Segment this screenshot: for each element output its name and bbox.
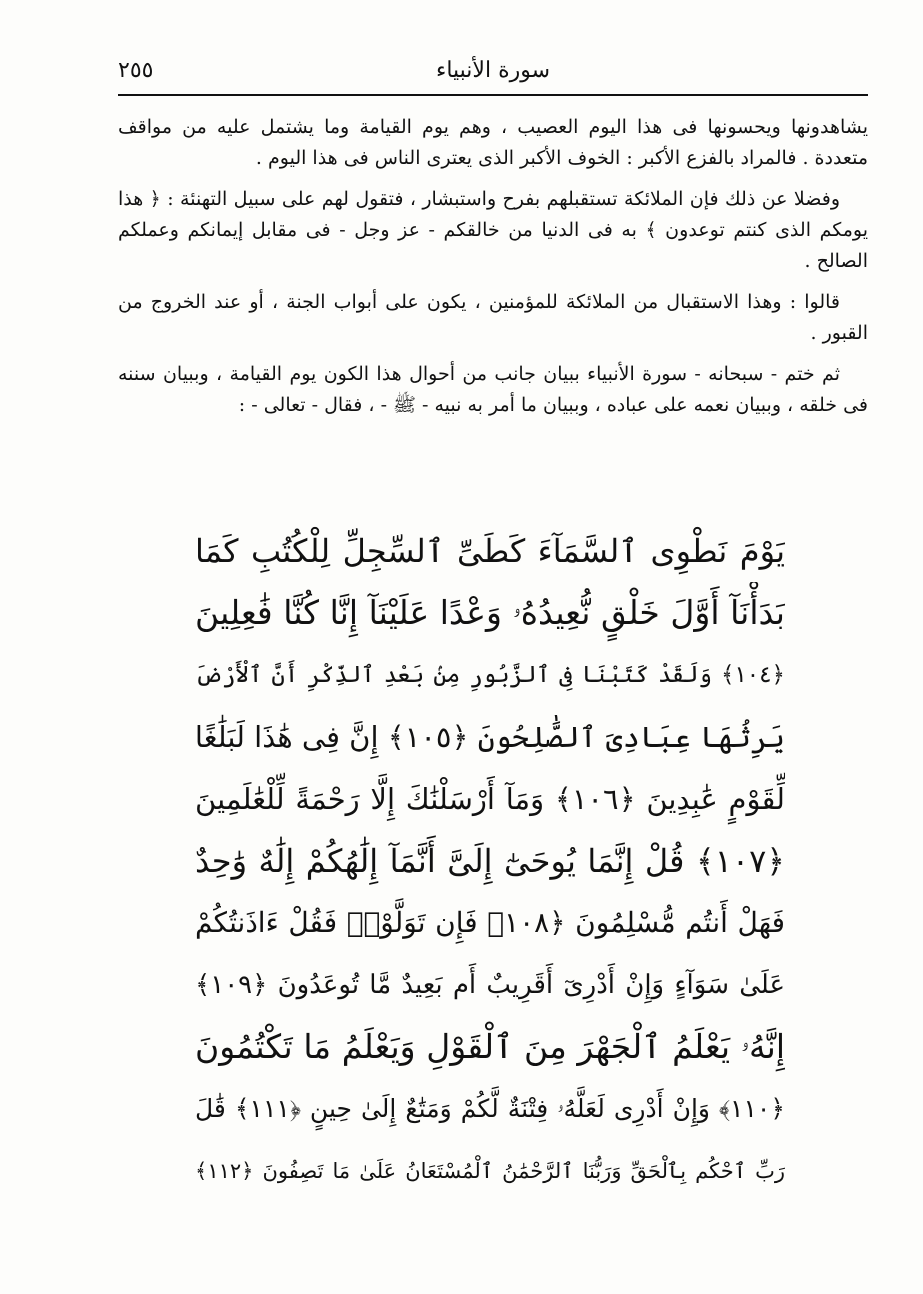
page-header (118, 52, 868, 94)
verse-line: عَلَىٰ سَوَآءٍ وَإِنْ أَدْرِىٓ أَقَرِيبٌ أَم بَعِيدٌ مَّا تُوعَدُونَ ﴿١٠٩﴾ (195, 970, 785, 1000)
commentary-paragraph: يشاهدونها ويحسونها فى هذا اليوم العصيب ، وهم يوم القيامة وما يشتمل عليه من مواقف متعددة . فالمراد بالفزع الأكبر : الخوف الأكبر الذى يعترى الناس فى هذا اليوم . (118, 116, 868, 169)
verse-line: ﴿١١٠﴾ وَإِنْ أَدْرِى لَعَلَّهُۥ فِتْنَةٌ لَّكُمْ وَمَتَٰعٌ إِلَىٰ حِينٍ ﴿١١١﴾ قَٰلَ (195, 1094, 785, 1123)
commentary-paragraph: ثم ختم - سبحانه - سورة الأنبياء ببيان جانب من أحوال هذا الكون يوم القيامة ، وببيان سننه فى خلقه ، وببيان نعمه على عباده ، وببيان ما أمر به نبيه - ﷺ - ، فقال - تعالى - : (118, 363, 868, 416)
quran-verses (195, 520, 785, 1202)
header-rule (118, 94, 868, 96)
commentary-paragraph: قالوا : وهذا الاستقبال من الملائكة للمؤمنين ، يكون على أبواب الجنة ، أو عند الخروج من القبور . (118, 291, 868, 344)
commentary-text (118, 112, 868, 431)
verse-line: إِنَّهُۥ يَعْلَمُ ٱلْجَهْرَ مِنَ ٱلْقَوْلِ وَيَعْلَمُ مَا تَكْتُمُونَ (195, 1027, 785, 1066)
verse-line: بَدَأْنَآ أَوَّلَ خَلْقٍ نُّعِيدُهُۥ وَعْدًا عَلَيْنَآ إِنَّا كُنَّا فَٰعِلِينَ (195, 593, 785, 632)
commentary-paragraph: وفضلا عن ذلك فإن الملائكة تستقبلهم بفرح واستبشار ، فتقول لهم على سبيل التهنئة : ﴿ هذا يومكم الذى كنتم توعدون ﴾ به فى الدنيا من خالقكم - عز وجل - فى مقابل إيمانكم وعملكم الصالح . (118, 188, 868, 272)
verse-line: فَهَلْ أَنتُم مُّسْلِمُونَ ﴿١٠٨﴾ فَإِن تَوَلَّوْا۟ فَقُلْ ءَاذَنتُكُمْ (195, 906, 785, 939)
verse-line: يَوْمَ نَطْوِى ٱلسَّمَآءَ كَطَىِّ ٱلسِّجِلِّ لِلْكُتُبِ كَمَا (195, 532, 785, 570)
page-number: ٢٥٥ (118, 58, 154, 83)
verse-line: ﴿١٠٧﴾ قُلْ إِنَّمَا يُوحَىٰٓ إِلَىَّ أَنَّمَآ إِلَٰهُكُمْ إِلَٰهٌ وَٰحِدٌ (195, 842, 785, 880)
verse-line: لِّقَوْمٍ عَٰبِدِينَ ﴿١٠٦﴾ وَمَآ أَرْسَلْنَٰكَ إِلَّا رَحْمَةً لِّلْعَٰلَمِينَ (195, 782, 785, 816)
verse-line: ﴿١٠٤﴾ وَلَقَدْ كَتَبْنَا فِى ٱلزَّبُورِ مِنۢ بَعْدِ ٱلذِّكْرِ أَنَّ ٱلْأَرْضَ (195, 662, 785, 688)
surah-title: سورة الأنبياء (435, 58, 551, 83)
verse-line: يَرِثُهَا عِبَادِىَ ٱلصَّٰلِحُونَ ﴿١٠٥﴾ إِنَّ فِى هَٰذَا لَبَلَٰغًا (195, 720, 785, 754)
verse-line: رَبِّ ٱحْكُم بِٱلْحَقِّ وَرَبُّنَا ٱلرَّحْمَٰنُ ٱلْمُسْتَعَانُ عَلَىٰ مَا تَصِفُونَ ﴿١١٢﴾ (195, 1159, 785, 1183)
